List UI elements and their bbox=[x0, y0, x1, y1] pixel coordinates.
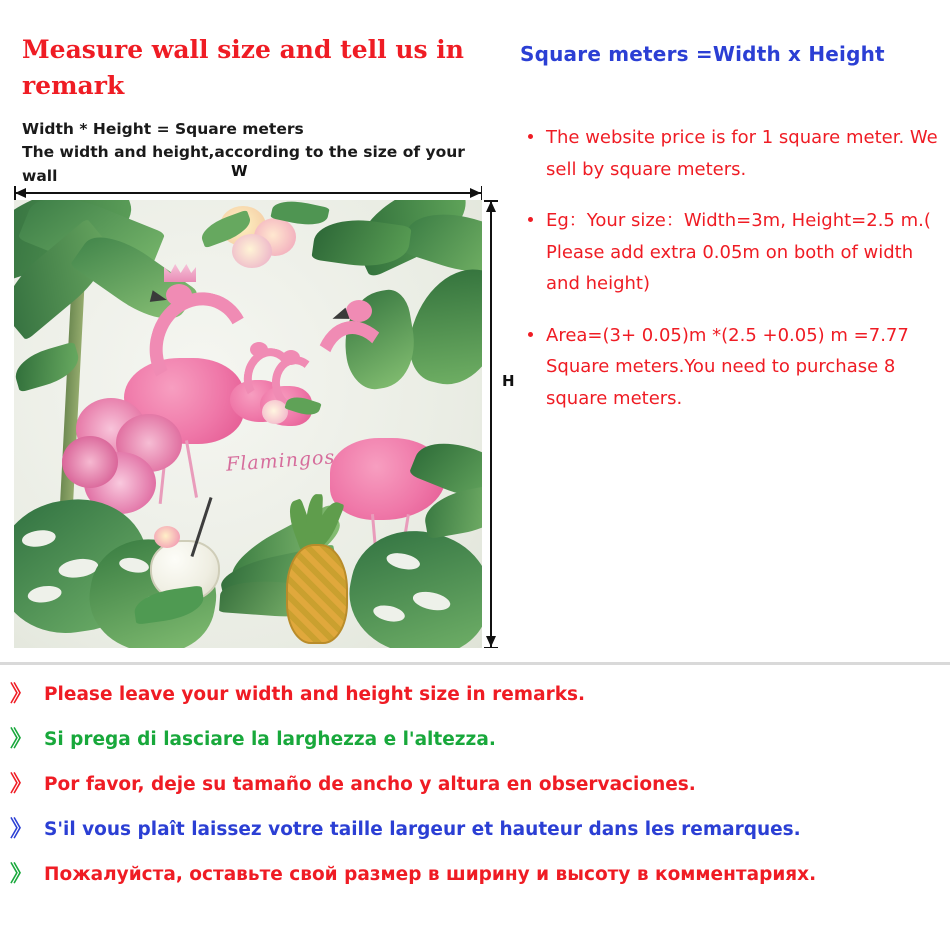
page-title: Measure wall size and tell us in remark bbox=[22, 35, 464, 100]
leaf-hole bbox=[21, 528, 57, 549]
pineapple-icon bbox=[286, 544, 348, 644]
notice-text-es: Por favor, deje su tamaño de ancho y altura en observaciones. bbox=[44, 774, 696, 795]
height-arrow-line bbox=[490, 200, 492, 648]
chevron-right-icon: 》 bbox=[10, 726, 33, 752]
leaf-hole bbox=[372, 603, 406, 624]
bullet-item bbox=[524, 122, 948, 185]
baby-flamingo-head bbox=[282, 350, 300, 365]
bullet-dot-icon bbox=[528, 134, 533, 139]
width-arrow-head-right bbox=[470, 188, 481, 198]
width-label: W bbox=[231, 162, 248, 180]
width-arrow-head-left bbox=[15, 188, 26, 198]
chevron-right-icon: 》 bbox=[10, 681, 33, 707]
hibiscus-flower-icon bbox=[62, 436, 118, 488]
flower-icon bbox=[262, 400, 288, 424]
list-item bbox=[0, 762, 950, 807]
flamingo-mural-image bbox=[14, 200, 482, 648]
flamingo-head bbox=[346, 300, 372, 322]
explanation-column bbox=[510, 0, 950, 660]
list-item bbox=[0, 852, 950, 897]
baby-flamingo-head bbox=[250, 342, 268, 357]
leaf-hole bbox=[27, 584, 63, 605]
notice-text-en: Please leave your width and height size in remarks. bbox=[44, 684, 586, 705]
chevron-right-icon: 》 bbox=[10, 861, 33, 887]
multilingual-notice-list bbox=[0, 672, 950, 950]
bullet-item bbox=[524, 205, 948, 300]
notice-text-ru: Пожалуйста, оставьте свой размер в ширину и высоту в комментариях. bbox=[44, 864, 817, 885]
formula-text bbox=[22, 118, 492, 188]
height-label: H bbox=[502, 372, 515, 390]
leaf-hole bbox=[411, 589, 452, 614]
leaf-hole bbox=[385, 550, 421, 572]
bullet-dot-icon bbox=[528, 332, 533, 337]
notice-text-it: Si prega di lasciare la larghezza e l'altezza. bbox=[44, 729, 496, 750]
width-arrow-icon bbox=[14, 186, 482, 200]
width-arrow-line bbox=[14, 192, 482, 194]
chevron-right-icon: 》 bbox=[10, 771, 33, 797]
chevron-right-icon: 》 bbox=[10, 816, 33, 842]
bullet-list bbox=[524, 122, 948, 434]
leaf-hole bbox=[118, 556, 150, 575]
bullet-text: The website price is for 1 square meter. We sell by square meters. bbox=[546, 127, 938, 180]
list-item bbox=[0, 717, 950, 762]
height-arrow-head-bottom bbox=[486, 636, 496, 647]
formula-line-2: The width and height,according to the size of your wall bbox=[22, 143, 465, 185]
bullet-item bbox=[524, 320, 948, 415]
measure-diagram-column bbox=[0, 0, 515, 660]
formula-line-1: Width * Height = Square meters bbox=[22, 120, 304, 138]
mural-script-text: Flamingos bbox=[225, 446, 336, 476]
list-item bbox=[0, 807, 950, 852]
square-meters-title: Square meters =Width x Height bbox=[520, 42, 885, 66]
flower-icon bbox=[232, 234, 272, 268]
list-item bbox=[0, 672, 950, 717]
flamingo-head bbox=[166, 284, 192, 306]
flower-icon bbox=[154, 526, 180, 548]
section-divider bbox=[0, 662, 950, 665]
notice-text-fr: S'il vous plaît laissez votre taille largeur et hauteur dans les remarques. bbox=[44, 819, 801, 840]
bullet-dot-icon bbox=[528, 217, 533, 222]
bullet-text: Eg：Your size：Width=3m, Height=2.5 m.( Please add extra 0.05m on both of width and height) bbox=[546, 210, 931, 294]
bullet-text: Area=(3+ 0.05)m *(2.5 +0.05) m =7.77 Square meters.You need to purchase 8 square meters. bbox=[546, 324, 909, 409]
height-arrow-icon bbox=[484, 200, 498, 648]
height-arrow-head-top bbox=[486, 201, 496, 212]
